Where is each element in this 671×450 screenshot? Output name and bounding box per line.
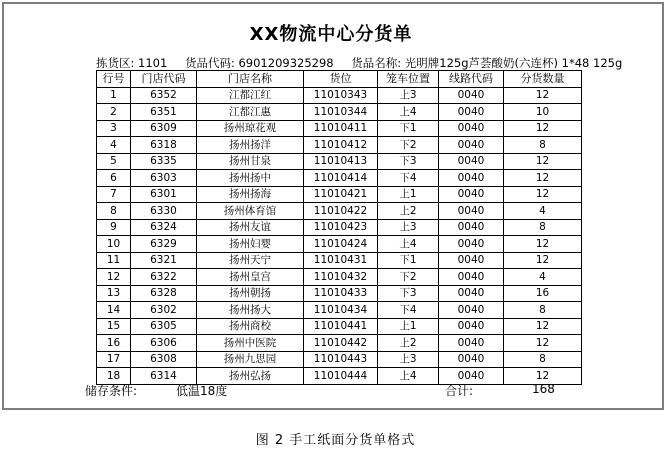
table-cell: 扬州扬大: [197, 302, 304, 319]
table-cell: 18: [97, 368, 131, 385]
storage-condition-value: 低温18度: [176, 384, 228, 398]
table-cell: 11: [97, 252, 131, 269]
table-cell: 7: [97, 186, 131, 203]
table-cell: 0040: [439, 335, 504, 352]
column-header: 货位: [304, 71, 378, 88]
table-cell: 8: [504, 351, 582, 368]
table-cell: 11010421: [304, 186, 378, 203]
table-cell: 上1: [378, 186, 439, 203]
table-cell: 0040: [439, 252, 504, 269]
table-cell: 下4: [378, 170, 439, 187]
table-cell: 0040: [439, 87, 504, 104]
table-cell: 0040: [439, 351, 504, 368]
table-cell: 扬州天宁: [197, 252, 304, 269]
table-cell: 3: [97, 120, 131, 137]
table-cell: 下1: [378, 252, 439, 269]
table-cell: 扬州弘扬: [197, 368, 304, 385]
table-cell: 1: [97, 87, 131, 104]
picking-area: 拣货区: 1101: [96, 56, 168, 70]
table-cell: 12: [504, 318, 582, 335]
table-cell: 11010343: [304, 87, 378, 104]
table-cell: 11010423: [304, 219, 378, 236]
table-cell: 下2: [378, 137, 439, 154]
table-cell: 扬州扬洋: [197, 137, 304, 154]
table-cell: 9: [97, 219, 131, 236]
table-cell: 0040: [439, 120, 504, 137]
table-cell: 扬州妇婴: [197, 236, 304, 253]
storage-condition-label: 储存条件:: [85, 384, 138, 398]
table-cell: 4: [504, 269, 582, 286]
column-header: 分货数量: [504, 71, 582, 88]
table-cell: 12: [504, 87, 582, 104]
table-cell: 10: [97, 236, 131, 253]
table-cell: 11010414: [304, 170, 378, 187]
table-row: [97, 302, 582, 319]
table-cell: 14: [97, 302, 131, 319]
table-row: [97, 104, 582, 121]
column-header: 笼车位置: [378, 71, 439, 88]
table-row: [97, 203, 582, 220]
table-cell: 6321: [131, 252, 197, 269]
table-cell: 4: [97, 137, 131, 154]
table-cell: 0040: [439, 318, 504, 335]
table-cell: 11010431: [304, 252, 378, 269]
table-cell: 12: [504, 153, 582, 170]
distribution-table: [96, 70, 582, 385]
table-cell: 11010441: [304, 318, 378, 335]
table-cell: 11010422: [304, 203, 378, 220]
table-cell: 扬州中医院: [197, 335, 304, 352]
table-cell: 扬州商校: [197, 318, 304, 335]
table-cell: 6: [97, 170, 131, 187]
table-cell: 8: [97, 203, 131, 220]
table-cell: 上4: [378, 368, 439, 385]
table-cell: 6322: [131, 269, 197, 286]
table-cell: 6305: [131, 318, 197, 335]
table-cell: 下3: [378, 285, 439, 302]
table-row: [97, 318, 582, 335]
table-row: [97, 219, 582, 236]
table-cell: 扬州皇宫: [197, 269, 304, 286]
total-value: 168: [532, 382, 555, 396]
table-row: [97, 170, 582, 187]
table-cell: 8: [504, 219, 582, 236]
table-cell: 0040: [439, 236, 504, 253]
table-cell: 0040: [439, 203, 504, 220]
table-cell: 0040: [439, 302, 504, 319]
table-cell: 下3: [378, 153, 439, 170]
table-cell: 6330: [131, 203, 197, 220]
table-cell: 6329: [131, 236, 197, 253]
table-cell: 11010424: [304, 236, 378, 253]
column-header: 门店代码: [131, 71, 197, 88]
table-row: [97, 351, 582, 368]
table-cell: 上4: [378, 236, 439, 253]
table-cell: 11010444: [304, 368, 378, 385]
info-line: [96, 55, 636, 71]
table-cell: 4: [504, 203, 582, 220]
table-cell: 17: [97, 351, 131, 368]
table-cell: 0040: [439, 137, 504, 154]
table-cell: 12: [504, 236, 582, 253]
table-cell: 0040: [439, 104, 504, 121]
table-row: [97, 269, 582, 286]
figure-caption: 图 2 手工纸面分货单格式: [255, 433, 416, 448]
table-cell: 江都江红: [197, 87, 304, 104]
table-cell: 扬州扬中: [197, 170, 304, 187]
table-cell: 12: [97, 269, 131, 286]
table-cell: 11010433: [304, 285, 378, 302]
table-cell: 12: [504, 170, 582, 187]
table-cell: 0040: [439, 269, 504, 286]
table-cell: 2: [97, 104, 131, 121]
table-cell: 6309: [131, 120, 197, 137]
column-header: 线路代码: [439, 71, 504, 88]
table-cell: 扬州琼花观: [197, 120, 304, 137]
table-cell: 6314: [131, 368, 197, 385]
table-cell: 上3: [378, 351, 439, 368]
table-cell: 6324: [131, 219, 197, 236]
table-cell: 扬州友谊: [197, 219, 304, 236]
table-row: [97, 252, 582, 269]
product-code: 货品代码: 6901209325298: [184, 56, 334, 70]
table-header-row: [97, 71, 582, 88]
table-cell: 上3: [378, 87, 439, 104]
table-row: [97, 137, 582, 154]
table-cell: 扬州扬海: [197, 186, 304, 203]
document-title: XX物流中心分货单: [249, 24, 413, 45]
table-cell: 11010432: [304, 269, 378, 286]
table-cell: 上3: [378, 219, 439, 236]
column-header: 行号: [97, 71, 131, 88]
table-cell: 11010413: [304, 153, 378, 170]
table-cell: 10: [504, 104, 582, 121]
table-cell: 12: [504, 252, 582, 269]
table-cell: 上1: [378, 318, 439, 335]
table-cell: 扬州体育馆: [197, 203, 304, 220]
table-cell: 6318: [131, 137, 197, 154]
table-cell: 12: [504, 186, 582, 203]
table-row: [97, 368, 582, 385]
table-cell: 0040: [439, 219, 504, 236]
table-cell: 11010434: [304, 302, 378, 319]
table-cell: 16: [97, 335, 131, 352]
table-cell: 上2: [378, 203, 439, 220]
table-cell: 0040: [439, 285, 504, 302]
table-row: [97, 285, 582, 302]
table-cell: 6308: [131, 351, 197, 368]
table-cell: 6306: [131, 335, 197, 352]
table-cell: 下4: [378, 302, 439, 319]
table-cell: 扬州朝扬: [197, 285, 304, 302]
table-cell: 上2: [378, 335, 439, 352]
table-cell: 0040: [439, 186, 504, 203]
table-cell: 上4: [378, 104, 439, 121]
table-cell: 5: [97, 153, 131, 170]
table-cell: 11010442: [304, 335, 378, 352]
table-cell: 13: [97, 285, 131, 302]
table-cell: 0040: [439, 153, 504, 170]
table-cell: 6335: [131, 153, 197, 170]
table-cell: 0040: [439, 170, 504, 187]
table-cell: 16: [504, 285, 582, 302]
table-row: [97, 236, 582, 253]
table-cell: 下2: [378, 269, 439, 286]
table-cell: 11010412: [304, 137, 378, 154]
table-cell: 扬州九思园: [197, 351, 304, 368]
table-cell: 0040: [439, 368, 504, 385]
table-cell: 11010411: [304, 120, 378, 137]
total-label: 合计:: [445, 384, 474, 398]
table-cell: 6328: [131, 285, 197, 302]
table-cell: 12: [504, 120, 582, 137]
table-row: [97, 186, 582, 203]
table-cell: 下1: [378, 120, 439, 137]
table-cell: 15: [97, 318, 131, 335]
table-cell: 11010443: [304, 351, 378, 368]
table-cell: 6301: [131, 186, 197, 203]
table-cell: 扬州甘泉: [197, 153, 304, 170]
table-row: [97, 153, 582, 170]
table-cell: 8: [504, 137, 582, 154]
table-row: [97, 335, 582, 352]
table-cell: 6351: [131, 104, 197, 121]
table-cell: 8: [504, 302, 582, 319]
table-cell: 12: [504, 368, 582, 385]
table-cell: 6302: [131, 302, 197, 319]
table-cell: 江都江惠: [197, 104, 304, 121]
table-cell: 6352: [131, 87, 197, 104]
product-name: 货品名称: 光明牌125g芦荟酸奶(六连杯) 1*48 125g: [351, 56, 623, 70]
table-row: [97, 120, 582, 137]
table-cell: 11010344: [304, 104, 378, 121]
column-header: 门店名称: [197, 71, 304, 88]
table-row: [97, 87, 582, 104]
table-cell: 12: [504, 335, 582, 352]
table-cell: 6303: [131, 170, 197, 187]
